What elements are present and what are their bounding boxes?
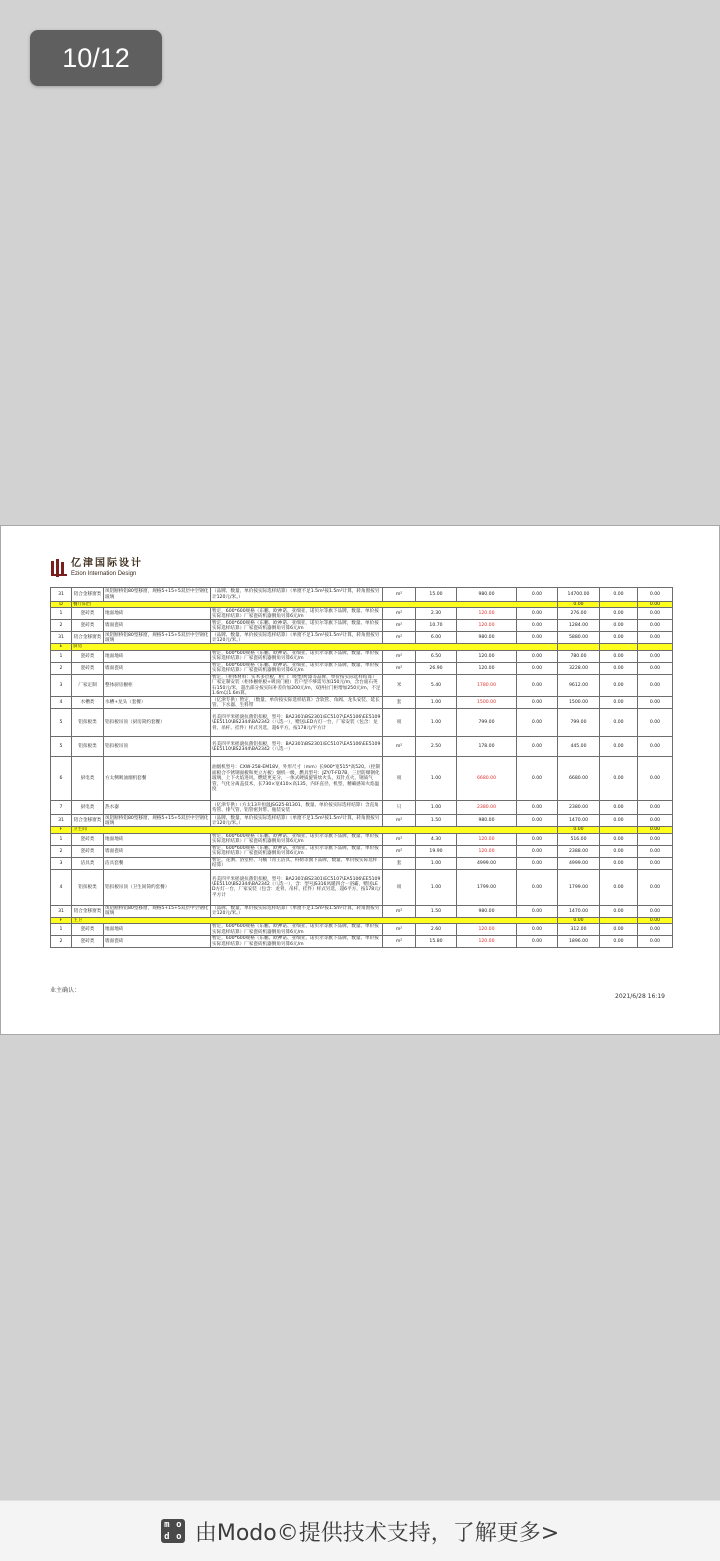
cell-no: 2 xyxy=(51,620,72,632)
cell-qty: 1.00 xyxy=(416,757,457,801)
cell-c2: 0.00 xyxy=(600,905,638,917)
cell-name: 地面地砖 xyxy=(104,608,211,620)
table-row xyxy=(51,674,673,697)
cell-c2: 0.00 xyxy=(600,857,638,869)
cell-total: 516.00 xyxy=(558,833,600,845)
cell-name: 凤铝断桥铝80型移窗，规格5+15+5双层中空钢化玻璃 xyxy=(104,905,211,917)
cell-qty: 4.30 xyxy=(416,833,457,845)
cell-name: 地面地砖 xyxy=(104,924,211,936)
cell-c1: 0.00 xyxy=(517,650,558,662)
table-row xyxy=(51,632,673,644)
table-row xyxy=(51,697,673,709)
cell-desc: （品牌、数量、单价按实际选样结算）（单窗不足1.5m²按1.5m²计算，转角窗按另计120元/米。） xyxy=(211,588,383,602)
cell-total: 780.00 xyxy=(558,650,600,662)
cell-qty: 15.00 xyxy=(416,588,457,602)
cell-price: 980.00 xyxy=(457,815,517,827)
table-row xyxy=(51,620,673,632)
cell-name: 墙面瓷砖 xyxy=(104,845,211,857)
cell-no: E xyxy=(51,644,72,650)
cell-desc: 暂定，600*600规格（东鹏、欧神诺、亚细亚、诺贝尔等旗下品牌，数量、单价按实际选样结算）厂家瓷砖机器倒角另算6元/m xyxy=(211,650,383,662)
cell-c3: 0.00 xyxy=(638,905,673,917)
cell-no: 31 xyxy=(51,905,72,917)
cell-total: 1470.00 xyxy=(558,815,600,827)
table-row xyxy=(51,650,673,662)
cell-price: 120.00 xyxy=(457,650,517,662)
table-row xyxy=(51,801,673,815)
cell-c2: 0.00 xyxy=(600,662,638,674)
cell-total: 312.00 xyxy=(558,924,600,936)
cell-desc: （亿津专供）（方太13升恒温JSG25-B1301，数量、单价按实际选样结算）含直角弯管、排气管、铝管密封带、瓶装安装 xyxy=(211,801,383,815)
cell-c1: 0.00 xyxy=(517,697,558,709)
cell-unit: m² xyxy=(383,588,416,602)
modo-footer-banner[interactable] xyxy=(0,1500,720,1561)
cell-qty: 1.00 xyxy=(416,869,457,905)
cell-no: 1 xyxy=(51,924,72,936)
cell-name: 铝扣板吊顶（卫生间简约套餐） xyxy=(104,869,211,905)
cell-cat: 厨电类 xyxy=(72,757,104,801)
cell-name: 卫生间 xyxy=(72,827,558,833)
cell-qty: 5.40 xyxy=(416,674,457,697)
cell-cat: 铝合金移窗类 xyxy=(72,815,104,827)
cell-total: 3228.00 xyxy=(558,662,600,674)
document-page xyxy=(0,525,720,1035)
cell-c1: 0.00 xyxy=(517,632,558,644)
cell-price: 120.00 xyxy=(457,608,517,620)
cell-desc: （品牌、数量、单价按实际选样结算）（单窗不足1.5m²按1.5m²计算，转角窗按另计120元/米。） xyxy=(211,905,383,917)
cell-c3: 0.00 xyxy=(638,632,673,644)
cell-desc: （品牌、数量、单价按实际选样结算）（单窗不足1.5m²按1.5m²计算，转角窗按另计120元/米。） xyxy=(211,815,383,827)
cell-no: 2 xyxy=(51,662,72,674)
cell-c2: 0.00 xyxy=(600,757,638,801)
cell-qty: 10.70 xyxy=(416,620,457,632)
cell-c3: 0.00 xyxy=(638,936,673,948)
cell-name: 凤铝断桥铝80型移窗，规格5+15+5双层中空钢化玻璃 xyxy=(104,815,211,827)
cell-c2: 0.00 xyxy=(600,924,638,936)
cell-c3: 0.00 xyxy=(638,697,673,709)
cell-c3: 0.00 xyxy=(638,650,673,662)
cell-c1: 0.00 xyxy=(517,857,558,869)
cell-c3: 0.00 xyxy=(638,917,673,923)
cell-cat: 厨电类 xyxy=(72,801,104,815)
cell-total: 445.00 xyxy=(558,737,600,757)
cell-desc: 名美四平米摇滚抗菌铝扣板，型号：BA2301\BS2301\EC5107\EA5106\EE5109\EE5110\BS2344\BA2342（八选一），赠送LED方灯一台，厂家安装（包含：龙骨、吊杆、挂件）样式另选，超6平方，按178元/平方计 xyxy=(211,709,383,737)
table-row xyxy=(51,709,673,737)
cell-unit: 套 xyxy=(383,857,416,869)
cell-c1: 0.00 xyxy=(517,737,558,757)
cell-qty: 1.00 xyxy=(416,697,457,709)
cell-total: 1284.00 xyxy=(558,620,600,632)
cell-cat: 厂家定制 xyxy=(72,674,104,697)
cell-c1: 0.00 xyxy=(517,608,558,620)
cell-desc: 暂定，600*600规格（东鹏、欧神诺、亚细亚、诺贝尔等旗下品牌，数量、单价按实际选样结算）厂家瓷砖机器倒角另算6元/m xyxy=(211,620,383,632)
cell-c3: 0.00 xyxy=(638,869,673,905)
cell-c3: 0.00 xyxy=(638,815,673,827)
cell-c3: 0.00 xyxy=(638,833,673,845)
cell-qty: 2.30 xyxy=(416,608,457,620)
table-row xyxy=(51,833,673,845)
cell-cat: 水槽类 xyxy=(72,697,104,709)
cell-no: 2 xyxy=(51,845,72,857)
cell-c2: 0.00 xyxy=(600,833,638,845)
cell-qty: 26.90 xyxy=(416,662,457,674)
cell-no: 2 xyxy=(51,936,72,948)
cell-name: 铝扣板吊顶（厨房简约套餐） xyxy=(104,709,211,737)
cell-unit: m² xyxy=(383,815,416,827)
cell-cat: 瓷砖类 xyxy=(72,650,104,662)
table-row xyxy=(51,869,673,905)
cell-c2: 0.00 xyxy=(600,632,638,644)
cell-qty: 1.00 xyxy=(416,857,457,869)
cell-unit: m² xyxy=(383,608,416,620)
cell-c1: 0.00 xyxy=(517,709,558,737)
cell-c1: 0.00 xyxy=(517,662,558,674)
cell-total: 1896.00 xyxy=(558,936,600,948)
cell-desc: （亿津专供）暂定，（数量、单价按实际选样结算）含软管、角阀、龙头安装、延长管、下水器、生料带 xyxy=(211,697,383,709)
cell-cat: 铝合金移窗类 xyxy=(72,905,104,917)
cell-price: 120.00 xyxy=(457,620,517,632)
cell-qty: 2.60 xyxy=(416,924,457,936)
cell-name: 水槽+龙头（套餐） xyxy=(104,697,211,709)
cell-cat: 瓷砖类 xyxy=(72,620,104,632)
cell-no: 4 xyxy=(51,697,72,709)
modo-logo-icon: m o d o xyxy=(161,1519,185,1543)
cell-name: 墙面瓷砖 xyxy=(104,936,211,948)
cell-c3: 0.00 xyxy=(638,801,673,815)
cell-price: 980.00 xyxy=(457,588,517,602)
cell-no: 31 xyxy=(51,815,72,827)
cell-name: 整体厨房橱柜 xyxy=(104,674,211,697)
cell-c3: 0.00 xyxy=(638,924,673,936)
cell-qty: 15.80 xyxy=(416,936,457,948)
cell-price: 2380.00 xyxy=(457,801,517,815)
table-row xyxy=(51,608,673,620)
cell-total: 6680.00 xyxy=(558,757,600,801)
table-row xyxy=(51,924,673,936)
logo-text-cn: 亿津国际设计 xyxy=(71,558,143,569)
cell-cat: 铝扣板类 xyxy=(72,709,104,737)
cell-c2: 0.00 xyxy=(600,650,638,662)
cell-c1: 0.00 xyxy=(517,588,558,602)
cell-c2: 0.00 xyxy=(600,709,638,737)
cell-no: 5 xyxy=(51,737,72,757)
cell-qty: 6.50 xyxy=(416,650,457,662)
cell-c3: 0.00 xyxy=(638,662,673,674)
table-row xyxy=(51,588,673,602)
cell-total: 0.00 xyxy=(558,917,600,923)
cell-name: 餐厅阳台 xyxy=(72,602,558,608)
cell-c1: 0.00 xyxy=(517,620,558,632)
cell-unit: m² xyxy=(383,845,416,857)
cell-desc: 暂定，600*600规格（东鹏、欧神诺、亚细亚、诺贝尔等旗下品牌，数量、单价按实际选样结算）厂家瓷砖机器倒角另算6元/m xyxy=(211,924,383,936)
cell-unit: 米 xyxy=(383,674,416,697)
cell-total: 1470.00 xyxy=(558,905,600,917)
cell-c3: 0.00 xyxy=(638,757,673,801)
cell-qty: 6.00 xyxy=(416,632,457,644)
cell-c1: 0.00 xyxy=(517,905,558,917)
cell-c3: 0.00 xyxy=(638,737,673,757)
cell-price: 6680.00 xyxy=(457,757,517,801)
company-logo xyxy=(51,557,143,579)
cell-c3: 0.00 xyxy=(638,602,673,608)
cell-price: 1799.00 xyxy=(457,869,517,905)
cell-price: 1780.00 xyxy=(457,674,517,697)
cell-c1: 0.00 xyxy=(517,833,558,845)
cell-desc: 油烟机型号：CXW-258-EM18V，外形尺寸（mm）长900*宽515*高520。（控制面板合不锈钢面板和更立方板）烟机一级，燃具型号：JZY/T-FD7B，三层防爆钢化玻璃，上下火焰进风，燃烧更充分，一体式硬质旋钮炊火头，双针点火，钢质气管，气化分离盖技术，长730×宽410×高135，内环直径，机型，精确感知火焰温度 xyxy=(211,757,383,801)
cell-price: 120.00 xyxy=(457,662,517,674)
cell-total: 2388.00 xyxy=(558,845,600,857)
cell-cat: 铝扣板类 xyxy=(72,737,104,757)
cell-no: F xyxy=(51,827,72,833)
cell-total: 1500.00 xyxy=(558,697,600,709)
owner-confirm-label: 业主确认： xyxy=(50,987,81,994)
cell-desc: 暂定，600*600规格（东鹏、欧神诺、亚细亚、诺贝尔等旗下品牌，数量、单价按实际选样结算）厂家瓷砖机器倒角另算6元/m xyxy=(211,936,383,948)
cell-name: 凤铝断桥铝80型移窗，规格5+15+5双层中空钢化玻璃 xyxy=(104,632,211,644)
cell-total: 4999.00 xyxy=(558,857,600,869)
cell-cat: 瓷砖类 xyxy=(72,608,104,620)
cell-unit: 套 xyxy=(383,697,416,709)
cell-qty: 2.50 xyxy=(416,737,457,757)
cell-desc: 暂定，600*600规格（东鹏、欧神诺、亚细亚、诺贝尔等旗下品牌，数量、单价按实际选样结算）厂家瓷砖机器倒角另算6元/m xyxy=(211,833,383,845)
cell-total: 14700.00 xyxy=(558,588,600,602)
page-indicator: 10/12 xyxy=(30,30,162,86)
table-row xyxy=(51,936,673,948)
cell-desc: 暂定，（柜体材料：实木多层板，柜门：吸塑/烤漆等品牌，单价按实际选样结算）厂家定制安装（柜体橱柜板+吸顶门板）若户型不够需另加150元/m，含台面石英石150元/米，超出部分按实际补差价加200元/m，双拼拉门柜增加250元/m，不足1.6m以1.6m算。 xyxy=(212,674,381,697)
cell-no: 5 xyxy=(51,709,72,737)
cell-name: 主卫 xyxy=(72,917,558,923)
cell-c2: 0.00 xyxy=(600,608,638,620)
cell-cat: 铝合金移窗类 xyxy=(72,632,104,644)
cell-c2: 0.00 xyxy=(600,697,638,709)
cell-cat: 瓷砖类 xyxy=(72,936,104,948)
cell-desc: 名美四平米摇滚抗菌铝扣板，型号：BA2301\BS2301\EC5107\EA5106\EE5109\EE5110\BS2344\BA2342（八选一） xyxy=(211,737,383,757)
cell-c2: 0.00 xyxy=(600,845,638,857)
cell-c1: 0.00 xyxy=(517,815,558,827)
cell-unit: 只 xyxy=(383,801,416,815)
cell-c2: 0.00 xyxy=(600,588,638,602)
cell-cat: 铝扣板类 xyxy=(72,869,104,905)
cell-c2: 0.00 xyxy=(600,620,638,632)
logo-text-en: Ezion Internation Design xyxy=(71,571,137,577)
cell-name: 墙面瓷砖 xyxy=(104,662,211,674)
cell-c3: 0.00 xyxy=(638,857,673,869)
cell-total: 0.00 xyxy=(558,602,600,608)
cell-unit: 项 xyxy=(383,709,416,737)
cell-price: 4999.00 xyxy=(457,857,517,869)
cell-desc: 暂定，花洒、浴室柜、马桶（帝王洁具、科勒等旗下品牌，数量、单价按实际选样结算） xyxy=(211,857,383,869)
quote-table xyxy=(50,587,672,948)
table-row xyxy=(51,815,673,827)
cell-unit: m² xyxy=(383,924,416,936)
cell-c3: 0.00 xyxy=(638,588,673,602)
cell-c2: 0.00 xyxy=(600,936,638,948)
cell-no: 3 xyxy=(51,674,72,697)
table-row xyxy=(51,757,673,801)
cell-desc: 名美四平米摇滚抗菌铝扣板，型号：BA2301\BS2301\EC5107\EA5106\EE5109\EE5110\BS2344\BA2342（八选一），含：型号JS316风暖四合一浴霸，赠送LED方灯一台，厂家安装（包含：龙骨、吊杆、挂件）样式另选，超6平方，按178元/平方计 xyxy=(211,869,383,905)
cell-cat: 铝合金移窗类 xyxy=(72,588,104,602)
cell-no: 6 xyxy=(51,757,72,801)
cell-qty: 1.00 xyxy=(416,709,457,737)
cell-c3: 0.00 xyxy=(638,845,673,857)
cell-name: 方太侧吸油烟机套餐 xyxy=(104,757,211,801)
table-row xyxy=(51,845,673,857)
cell-unit: 项 xyxy=(383,869,416,905)
cell-cat: 瓷砖类 xyxy=(72,662,104,674)
cell-name: 地面地砖 xyxy=(104,650,211,662)
cell-c1: 0.00 xyxy=(517,757,558,801)
cell-cat: 瓷砖类 xyxy=(72,845,104,857)
cell-no: 1 xyxy=(51,608,72,620)
cell-price: 980.00 xyxy=(457,632,517,644)
cell-total: 0.00 xyxy=(558,827,600,833)
cell-price: 799.00 xyxy=(457,709,517,737)
cell-total: 799.00 xyxy=(558,709,600,737)
cell-unit: m² xyxy=(383,632,416,644)
cell-unit: m² xyxy=(383,737,416,757)
cell-price: 178.00 xyxy=(457,737,517,757)
cell-unit: m² xyxy=(383,650,416,662)
cell-total: 5880.00 xyxy=(558,632,600,644)
cell-c2: 0.00 xyxy=(600,737,638,757)
cell-no: 1 xyxy=(51,650,72,662)
cell-c1: 0.00 xyxy=(517,924,558,936)
modo-footer-text[interactable]: 由Modo©提供技术支持，了解更多> xyxy=(194,1520,560,1546)
cell-no: D xyxy=(51,602,72,608)
cell-no: 31 xyxy=(51,588,72,602)
cell-c2: 0.00 xyxy=(600,869,638,905)
cell-cat: 瓷砖类 xyxy=(72,924,104,936)
cell-name: 厨房 xyxy=(72,644,558,650)
cell-total: 9612.00 xyxy=(558,674,600,697)
cell-c1: 0.00 xyxy=(517,801,558,815)
cell-c3: 0.00 xyxy=(638,608,673,620)
cell-unit: m² xyxy=(383,620,416,632)
cell-name: 铝扣板吊顶 xyxy=(104,737,211,757)
cell-desc: 暂定，600*600规格（东鹏、欧神诺、亚细亚、诺贝尔等旗下品牌，数量、单价按实际选样结算）厂家瓷砖机器倒角另算6元/m xyxy=(211,608,383,620)
cell-name: 地面地砖 xyxy=(104,833,211,845)
cell-qty: 1.50 xyxy=(416,905,457,917)
cell-c1: 0.00 xyxy=(517,869,558,905)
cell-unit: m² xyxy=(383,662,416,674)
table-body xyxy=(51,588,673,948)
cell-total: 1799.00 xyxy=(558,869,600,905)
cell-no: F xyxy=(51,917,72,923)
cell-c1: 0.00 xyxy=(517,845,558,857)
cell-qty: 1.00 xyxy=(416,801,457,815)
cell-name: 墙面瓷砖 xyxy=(104,620,211,632)
print-timestamp: 2021/6/28 16:19 xyxy=(615,993,665,1000)
cell-c3: 0.00 xyxy=(638,827,673,833)
cell-price: 1500.00 xyxy=(457,697,517,709)
cell-price: 980.00 xyxy=(457,905,517,917)
cell-qty: 19.90 xyxy=(416,845,457,857)
cell-name: 洁具套餐 xyxy=(104,857,211,869)
cell-c3: 0.00 xyxy=(638,620,673,632)
table-row xyxy=(51,857,673,869)
cell-total: 2380.00 xyxy=(558,801,600,815)
cell-desc: （品牌、数量、单价按实际选样结算）（单窗不足1.5m²按1.5m²计算，转角窗按另计120元/米。） xyxy=(211,632,383,644)
cell-cat: 瓷砖类 xyxy=(72,833,104,845)
cell-no: 1 xyxy=(51,833,72,845)
cell-name: 凤铝断桥铝80型移窗，规格5+15+5双层中空钢化玻璃 xyxy=(104,588,211,602)
cell-c3: 0.00 xyxy=(638,709,673,737)
cell-price: 120.00 xyxy=(457,924,517,936)
table-row xyxy=(51,905,673,917)
cell-no: 4 xyxy=(51,869,72,905)
cell-unit: m² xyxy=(383,936,416,948)
cell-c1: 0.00 xyxy=(517,936,558,948)
cell-c2: 0.00 xyxy=(600,815,638,827)
cell-price: 120.00 xyxy=(457,936,517,948)
cell-unit: m² xyxy=(383,905,416,917)
cell-c3: 0.00 xyxy=(638,674,673,697)
cell-unit: 项 xyxy=(383,757,416,801)
cell-qty: 1.50 xyxy=(416,815,457,827)
cell-unit: m² xyxy=(383,833,416,845)
cell-price: 120.00 xyxy=(457,845,517,857)
cell-total: 276.00 xyxy=(558,608,600,620)
cell-cat: 洁具类 xyxy=(72,857,104,869)
table-row xyxy=(51,737,673,757)
cell-c2: 0.00 xyxy=(600,801,638,815)
table-row xyxy=(51,662,673,674)
cell-name: 热水器 xyxy=(104,801,211,815)
cell-desc: 暂定，600*600规格（东鹏、欧神诺、亚细亚、诺贝尔等旗下品牌，数量、单价按实际选样结算）厂家瓷砖机器倒角另算6元/m xyxy=(211,845,383,857)
cell-desc: 暂定，600*600规格（东鹏、欧神诺、亚细亚、诺贝尔等旗下品牌，数量、单价按实际选样结算）厂家瓷砖机器倒角另算6元/m xyxy=(211,662,383,674)
cell-no: 7 xyxy=(51,801,72,815)
cell-no: 3 xyxy=(51,857,72,869)
cell-c1: 0.00 xyxy=(517,674,558,697)
cell-c2: 0.00 xyxy=(600,674,638,697)
cell-price: 120.00 xyxy=(457,833,517,845)
cell-no: 31 xyxy=(51,632,72,644)
logo-mark-icon xyxy=(51,559,67,577)
